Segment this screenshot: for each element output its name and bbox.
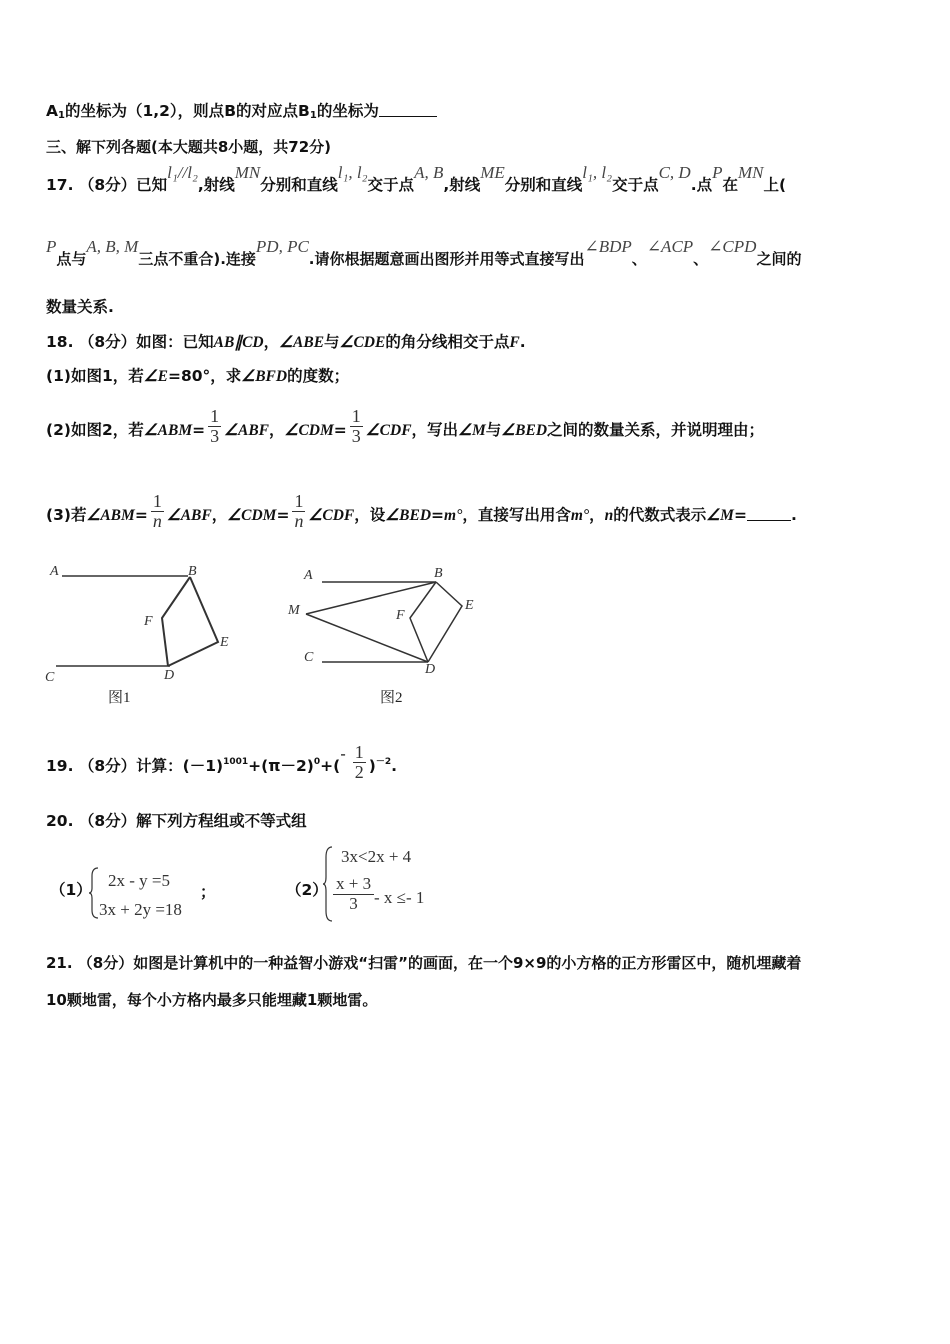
exponent: 0 (313, 757, 321, 767)
text: +(π－2) (248, 757, 314, 775)
fig1-label-f: F (144, 614, 153, 629)
segment-md (306, 614, 428, 662)
text: 的度数； (287, 367, 350, 385)
math-expr: ∠M (706, 507, 734, 524)
math-expr: ∠ACP (646, 237, 694, 256)
math-expr: A, B, M (86, 237, 139, 256)
exponent: －2 (375, 757, 392, 767)
text: = (134, 506, 148, 524)
math-expr: l₁, l₂ (337, 163, 368, 182)
fig2-label-a: A (304, 568, 313, 583)
answer-blank (747, 508, 791, 521)
text: = (431, 506, 445, 524)
q20-title: 20. （8分）解下列方程组或不等式组 (46, 812, 307, 830)
text: = (276, 506, 290, 524)
text: 与 (324, 333, 340, 351)
math-expr: ∠ABF (224, 422, 270, 439)
math-expr: ∠E (143, 368, 168, 385)
numerator: 1 (152, 491, 162, 512)
segment-bf-fd (410, 582, 436, 662)
fraction (353, 743, 366, 782)
text: (1)如图1，若 (46, 367, 144, 385)
text: ,射线 (443, 176, 481, 194)
q17-line1 (46, 163, 787, 194)
text: ，设 (354, 506, 386, 524)
numerator: x + 3 (333, 875, 374, 895)
segment-bf-fd (162, 577, 190, 666)
math-expr: l₁//l₂ (167, 163, 198, 182)
subscript: 1 (58, 110, 65, 121)
text: 、 (693, 250, 709, 268)
math-expr: AB∥CD (213, 334, 264, 351)
fig2-caption: 图2 (380, 690, 403, 706)
numerator: 1 (354, 742, 364, 763)
text: ,射线 (197, 176, 235, 194)
question-number: 17. （8分）已知 (46, 176, 168, 194)
denominator: 2 (354, 762, 364, 782)
math-expr: ∠CDM (284, 422, 334, 439)
fig2-label-m: M (288, 603, 300, 618)
math-expr: P (712, 163, 723, 182)
equation-2: 3x + 2y =18 (99, 900, 182, 919)
text: ) (368, 757, 376, 775)
fig1-label-d: D (164, 668, 175, 683)
fig2-label-b: B (434, 566, 443, 581)
text: ， (589, 506, 605, 524)
text: 在 (722, 176, 739, 194)
inequality-2-fraction (333, 875, 374, 913)
figure-1 (40, 560, 250, 710)
text: 、 (631, 250, 647, 268)
math-expr: n (604, 507, 614, 524)
question-number: 19. （8分）计算：(－1) (46, 757, 224, 775)
text: 之间的数量关系，并说明理由； (547, 421, 765, 439)
math-expr: ∠CDM (227, 507, 277, 524)
text: 之间的 (756, 250, 802, 268)
text: ， (211, 506, 228, 524)
fig1-label-a: A (50, 564, 59, 579)
text: . (391, 757, 398, 775)
fig1-label-e: E (220, 635, 229, 650)
math-expr: ∠ABE (279, 334, 325, 351)
text: 的对应点 (236, 102, 299, 120)
denominator: n (152, 511, 162, 531)
equation-1: 2x - y =5 (108, 871, 170, 890)
text: 的代数式表示 (613, 506, 707, 524)
point-b1: B (298, 102, 310, 120)
math-expr: ∠ABM (86, 507, 135, 524)
fig2-label-d: D (425, 662, 436, 677)
text: . (790, 506, 797, 524)
math-expr: ∠BDP (584, 237, 632, 256)
math-expr: ∠CPD (708, 237, 757, 256)
numerator: 1 (351, 406, 361, 427)
math-expr: F (509, 334, 520, 351)
inequality-1: 3x<2x + 4 (341, 847, 412, 866)
fig1-caption: 图1 (108, 690, 131, 706)
q16-line (46, 104, 437, 121)
math-expr: ME (480, 163, 505, 182)
text: .点 (690, 176, 713, 194)
math-expr: ∠M (458, 422, 486, 439)
math-expr: ∠CDE (339, 334, 386, 351)
text: .请你根据题意画出图形并用等式直接写出 (308, 250, 585, 268)
fraction (151, 492, 164, 531)
math-expr: m° (444, 507, 463, 524)
point-b: B (224, 102, 237, 120)
text: = (733, 506, 747, 524)
math-expr: ∠ABF (166, 507, 212, 524)
q17-line3: 数量关系. (46, 298, 114, 316)
text: 的坐标为 (316, 102, 379, 120)
q17-line2 (46, 237, 802, 268)
text: ，写出 (411, 421, 459, 439)
math-expr: C, D (658, 163, 691, 182)
math-expr: ∠ABM (143, 422, 193, 439)
minus-sign: - (340, 745, 346, 763)
math-expr: ∠CDF (308, 507, 355, 524)
text: 交于点 (367, 176, 415, 194)
text: 的角分线相交于点 (385, 333, 510, 351)
text: = (192, 421, 206, 439)
math-expr: l₁, l₂ (582, 163, 613, 182)
denominator: n (294, 511, 304, 531)
q18-part1 (46, 369, 349, 385)
question-number: 18. （8分）如图：已知 (46, 333, 214, 351)
math-expr: MN (234, 163, 261, 182)
text: 与 (485, 421, 502, 439)
numerator: 1 (294, 491, 304, 512)
semicolon: ； (200, 883, 216, 901)
text: ， (263, 333, 280, 351)
q18-part3 (46, 489, 797, 542)
q19-line (46, 742, 397, 786)
text: 分别和直线 (260, 176, 338, 194)
text: = (333, 421, 347, 439)
text: +( (320, 757, 341, 775)
exponent: 1001 (223, 757, 249, 767)
math-expr: ∠CDF (365, 422, 412, 439)
fig1-label-c: C (45, 670, 55, 685)
q18-part2 (46, 404, 764, 457)
text: ，直接写出用含 (462, 506, 571, 524)
text: 分别和直线 (504, 176, 583, 194)
math-expr: ∠BED (501, 422, 548, 439)
text: 点与 (56, 250, 87, 268)
text: 三点不重合).连接 (138, 250, 256, 268)
math-expr: ∠BFD (241, 368, 288, 385)
math-expr: PD, PC (255, 237, 309, 256)
q18-line1 (46, 335, 526, 351)
fraction (292, 492, 305, 531)
text: 的坐标为（1,2），则点 (64, 102, 225, 120)
fig2-label-c: C (304, 650, 314, 665)
denominator: 3 (351, 426, 361, 446)
math-expr: MN (738, 163, 764, 182)
point-a1: A (46, 102, 58, 120)
segment-be-ed (428, 582, 462, 662)
fraction (350, 407, 363, 446)
math-expr: P (46, 237, 57, 256)
text: . (519, 333, 526, 351)
answer-blank (379, 104, 437, 117)
math-expr: ∠BED (385, 507, 432, 524)
text: (2)如图2，若 (46, 421, 144, 439)
denominator: 3 (210, 426, 220, 446)
text: (3)若 (46, 506, 87, 524)
numerator: 1 (210, 406, 220, 427)
text: 上( (763, 176, 787, 194)
q21-line2: 10颗地雷，每个小方格内最多只能埋藏1颗地雷。 (46, 991, 378, 1009)
q21-line1: 21. （8分）如图是计算机中的一种益智小游戏“扫雷”的画面，在一个9×9的小方格的正方形雷区中，随机埋藏着 (46, 954, 802, 972)
q20-part1-label: （1） (50, 881, 92, 899)
denominator: 3 (349, 893, 358, 913)
math-expr: A, B (414, 163, 444, 182)
fraction (208, 407, 221, 446)
fig1-label-b: B (188, 564, 197, 579)
section-heading: 三、解下列各题(本大题共8小题，共72分) (46, 138, 332, 156)
math-expr: m° (570, 507, 590, 524)
fig2-label-f: F (396, 608, 405, 623)
subscript: 1 (309, 110, 317, 121)
text: 交于点 (612, 176, 659, 194)
inequality-2-rest: - x ≤- 1 (374, 888, 425, 907)
q20-part2-label: （2） (286, 881, 328, 899)
text: ， (269, 421, 285, 439)
text: =80°，求 (167, 367, 242, 385)
fig2-label-e: E (465, 598, 474, 613)
segment-be-ed (168, 577, 218, 666)
